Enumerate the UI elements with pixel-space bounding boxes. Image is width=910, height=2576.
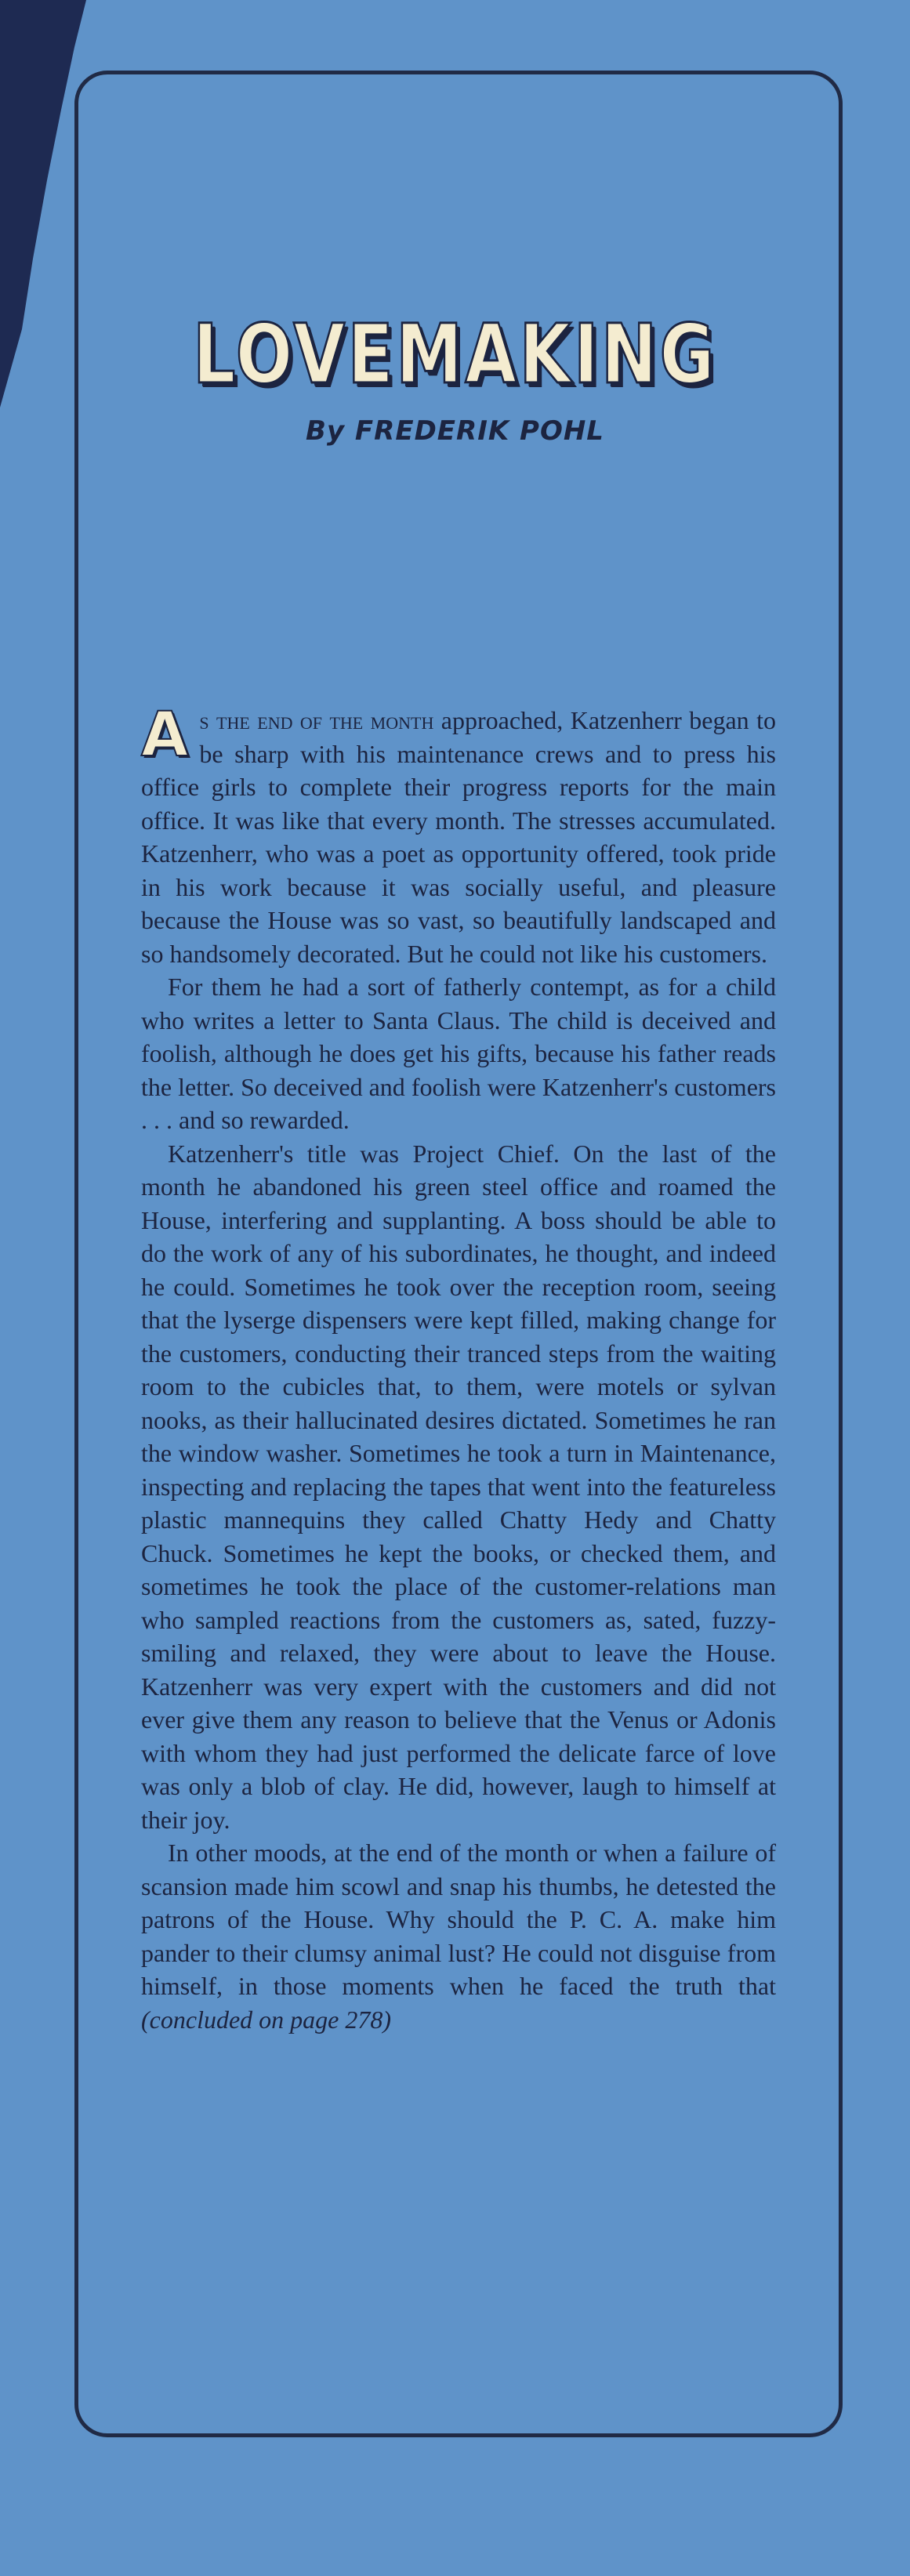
paragraph-4 <box>141 1836 776 2036</box>
story-body <box>141 700 777 2036</box>
opening-smallcaps: s the end of the month <box>199 706 434 734</box>
story-title: LOVEMAKING <box>193 306 717 402</box>
paragraph-4-text: In other moods, at the end of the month or when a failure of scansion made him scowl and snap his thumbs, he detested the patrons of the House. Why should the P. C. A. make him pander to their clumsy animal lust? He could not disguise from himself, in those moments when he faced the truth that <box>141 1839 776 2000</box>
paragraph-1-text: approached, Katzenherr began to be sharp with his maintenance crews and to press his office girls to complete their progress reports for the main office. It was like that every month. The stresses accumulated. Katzenherr, who was a poet as opportunity offered, took pride in his work because it was socially useful, and pleasure because the House was so vast, so beautifully landscaped and so handsomely decorated. But he could not like his customers. <box>141 706 777 968</box>
paragraph-1 <box>141 700 777 970</box>
continued-note: (concluded on page 278) <box>141 2005 392 2034</box>
paragraph-2: For them he had a sort of fatherly contempt, as for a child who writes a letter to Santa Claus. The child is deceived and foolish, although he does get his gifts, because his father reads the letter. So deceived and foolish were Katzenherr's customers . . . and so rewarded. <box>141 973 776 1134</box>
drop-cap: A <box>141 700 189 770</box>
story-byline: By FREDERIK POHL <box>306 415 604 447</box>
paragraph-3: Katzenherr's title was Project Chief. On the last of the month he abandoned his green steel office and roamed the House, interfering and supplanting. A boss should be able to do the work of any of his subordinates, he thought, and indeed he could. Sometimes he took over the reception room, seeing that the lyserge dispensers were kept filled, making change for the customers, conducting their tranced steps from the waiting room to the cubicles that, to them, were motels or sylvan nooks, as their hallucinated desires dictated. Sometimes he ran the window washer. Sometimes he took a turn in Maintenance, inspecting and replacing the tapes that went into the featureless plastic mannequins they called Chatty Hedy and Chatty Chuck. Sometimes he kept the books, or checked them, and sometimes he took the place of the customer-relations man who sampled reactions from the customers as, sated, fuzzy-smiling and relaxed, they were about to leave the House. Katzenherr was very expert with the customers and did not ever give them any reason to believe that the Venus or Adonis with whom they had just performed the delicate farce of love was only a blob of clay. He did, however, laugh to himself at their joy. <box>141 1139 776 1834</box>
